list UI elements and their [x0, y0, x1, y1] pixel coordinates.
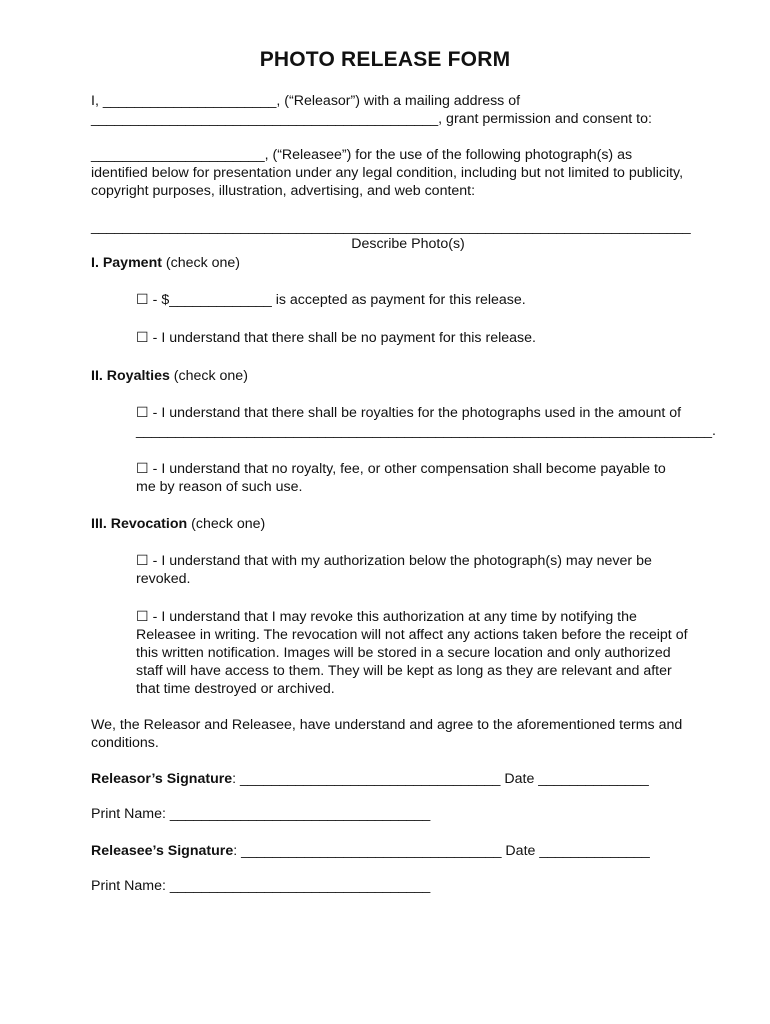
describe-photo-line: ____________________________________________________________________________ — [91, 219, 691, 235]
agreement-line-2: conditions. — [91, 735, 159, 751]
agreement-line-1: We, the Releasor and Releasee, have understand and agree to the aforementioned terms and — [91, 717, 683, 733]
revocation-option-2-line-4: staff will have access to them. They will be kept as long as they are relevant and after — [136, 663, 672, 679]
royalties-option-2-line-1: ☐ - I understand that no royalty, fee, or other compensation shall become payable to — [136, 461, 666, 477]
royalties-heading — [91, 367, 741, 385]
releasee-print-name: Print Name: _________________________________ — [91, 878, 431, 894]
releasee-signature-blanks: : _________________________________ Date ______________ — [233, 843, 650, 859]
releasee-signature-label: Releasee’s Signature — [91, 843, 234, 859]
releasor-signature-label: Releasor’s Signature — [91, 771, 233, 787]
revocation-option-1-line-1: ☐ - I understand that with my authorization below the photograph(s) may never be — [136, 553, 652, 569]
intro-line-5: copyright purposes, illustration, advertising, and web content: — [91, 183, 476, 199]
payment-heading — [91, 254, 741, 272]
intro-line-2: ____________________________________________, grant permission and consent to: — [91, 111, 652, 127]
releasee-signature-line — [91, 842, 741, 860]
royalties-option-2-line-2: me by reason of such use. — [136, 479, 303, 495]
releasor-signature-line — [91, 770, 741, 788]
describe-photo-label: Describe Photo(s) — [351, 236, 465, 252]
payment-option-2: ☐ - I understand that there shall be no payment for this release. — [136, 330, 536, 346]
payment-heading-title: I. Payment — [91, 255, 162, 271]
royalties-heading-title: II. Royalties — [91, 368, 170, 384]
intro-line-3: ______________________, (“Releasee”) for the use of the following photograph(s) as — [91, 147, 633, 163]
revocation-heading — [91, 515, 741, 533]
revocation-heading-title: III. Revocation — [91, 516, 188, 532]
payment-option-1: ☐ - $_____________ is accepted as payment for this release. — [136, 292, 526, 308]
intro-line-4: identified below for presentation under any legal condition, including but not limited to publicity, — [91, 165, 684, 181]
intro-line-1: I, ______________________, (“Releasor”) with a mailing address of — [91, 93, 521, 109]
releasor-signature-blanks: : _________________________________ Date ______________ — [232, 771, 649, 787]
revocation-option-2-line-5: that time destroyed or archived. — [136, 681, 335, 697]
royalties-heading-note: (check one) — [169, 368, 248, 384]
royalties-option-1-line-1: ☐ - I understand that there shall be royalties for the photographs used in the amount of — [136, 405, 682, 421]
payment-heading-note: (check one) — [161, 255, 241, 271]
revocation-option-1-line-2: revoked. — [136, 571, 191, 587]
royalties-option-1-line-2: _________________________________________________________________________. — [136, 423, 716, 439]
page-title: PHOTO RELEASE FORM — [259, 48, 511, 71]
revocation-option-2-line-3: this written notification. Images will be stored in a secure location and only authorized — [136, 645, 671, 661]
revocation-option-2-line-1: ☐ - I understand that I may revoke this authorization at any time by notifying the — [136, 609, 637, 625]
releasor-print-name: Print Name: _________________________________ — [91, 806, 431, 822]
revocation-option-2-line-2: Releasee in writing. The revocation will not affect any actions taken before the receipt of — [136, 627, 688, 643]
revocation-heading-note: (check one) — [187, 516, 266, 532]
